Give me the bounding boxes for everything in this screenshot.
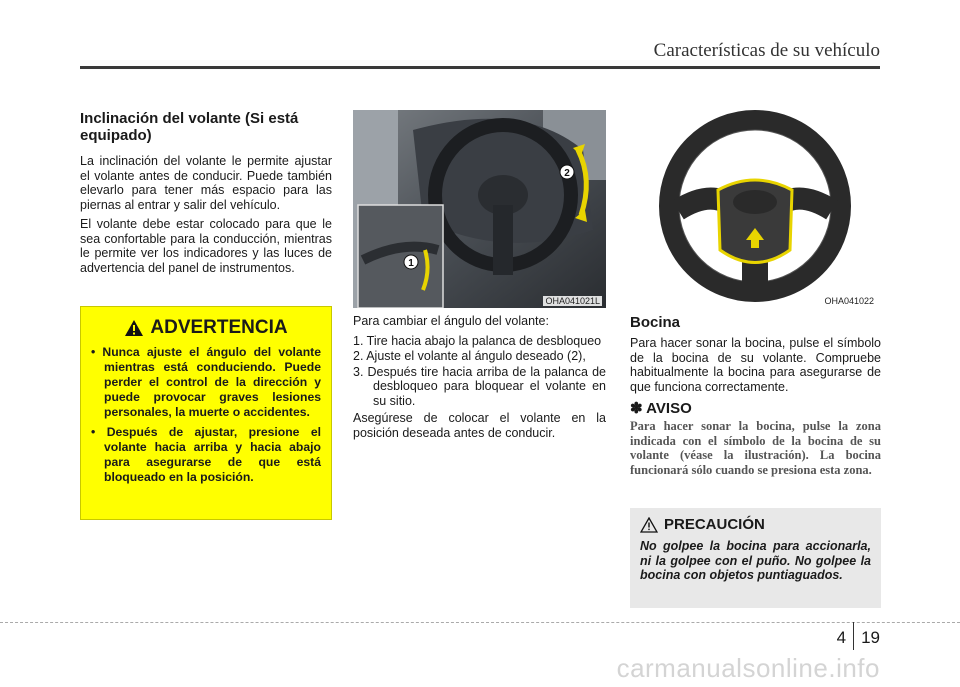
caution-triangle-icon xyxy=(640,517,658,533)
page-header-title: Características de su vehículo xyxy=(653,40,880,61)
horn-paragraph: Para hacer sonar la bocina, pulse el símbolo de la bocina de su volante. Compruebe habitualmente la bocina para asegurarse de que funciona correctamente. xyxy=(630,336,881,394)
warning-box xyxy=(80,306,332,520)
image-code-right: OHA041022 xyxy=(824,296,874,306)
tilt-steering-photo xyxy=(353,110,606,308)
footer-divider xyxy=(0,622,960,623)
warning-triangle-icon xyxy=(124,319,144,337)
adjust-section xyxy=(353,314,606,445)
image-code-left: OHA041021L xyxy=(545,296,600,306)
watermark: carmanualsonline.info xyxy=(616,653,880,683)
aviso-text: Para hacer sonar la bocina, pulse la zona indicada con el símbolo de la bocina de su volante (véase la ilustración). La bocina funcionará sólo cuando se presiona esta zona. xyxy=(630,419,881,477)
tilt-section xyxy=(80,110,332,280)
adjust-step: 2. Ajuste el volante al ángulo deseado (2), xyxy=(353,349,586,363)
horn-steering-photo xyxy=(630,110,880,308)
page-number-value: 19 xyxy=(861,628,880,647)
tilt-paragraph-1: La inclinación del volante le permite ajustar el volante antes de conducir. Puede también elevarlo para tener más espacio para las piernas al entrar y salir del vehículo. xyxy=(80,154,332,212)
adjust-outro: Asegúrese de colocar el volante en la posición deseada antes de conducir. xyxy=(353,411,606,440)
aviso-heading: ✽ AVISO xyxy=(630,400,692,417)
caution-box xyxy=(630,508,881,608)
warning-item: • Después de ajustar, presione el volante hacia arriba y hacia abajo para asegurarse de que está bloqueado en la posición. xyxy=(91,425,321,485)
chapter-number: 4 xyxy=(837,622,854,650)
header-rule xyxy=(80,66,880,69)
horn-section xyxy=(630,314,881,477)
caution-title-text: PRECAUCIÓN xyxy=(664,516,765,533)
tilt-paragraph-2: El volante debe estar colocado para que le sea confortable para la conducción, mientras le permite ver los indicadores y las luces de advertencia del panel de instrumentos. xyxy=(80,217,332,275)
horn-heading: Bocina xyxy=(630,314,681,331)
horn-steering-illustration xyxy=(630,110,880,308)
tilt-steering-illustration xyxy=(353,110,606,308)
callout-1: 1 xyxy=(408,258,414,269)
warning-item: • Nunca ajuste el ángulo del volante mientras está conduciendo. Puede perder el control de la dirección y puede provocar graves lesiones personales, la muerte o accidentes. xyxy=(91,345,321,420)
page-number xyxy=(837,622,880,650)
warning-title xyxy=(91,317,321,339)
adjust-steps xyxy=(353,334,606,409)
callout-2: 2 xyxy=(564,168,570,179)
adjust-intro: Para cambiar el ángulo del volante: xyxy=(353,314,549,328)
warning-list xyxy=(91,345,321,485)
adjust-step: 3. Después tire hacia arriba de la palanca de desbloqueo para bloquear el volante en su sitio. xyxy=(353,364,606,408)
adjust-step: 1. Tire hacia abajo la palanca de desbloqueo xyxy=(353,333,602,348)
warning-title-text: ADVERTENCIA xyxy=(150,317,288,338)
caution-title xyxy=(640,516,871,533)
caution-text: No golpee la bocina para accionarla, ni la golpee con el puño. No golpee la bocina con objetos puntiaguados. xyxy=(640,539,871,582)
tilt-heading: Inclinación del volante (Si está equipado) xyxy=(80,110,299,144)
